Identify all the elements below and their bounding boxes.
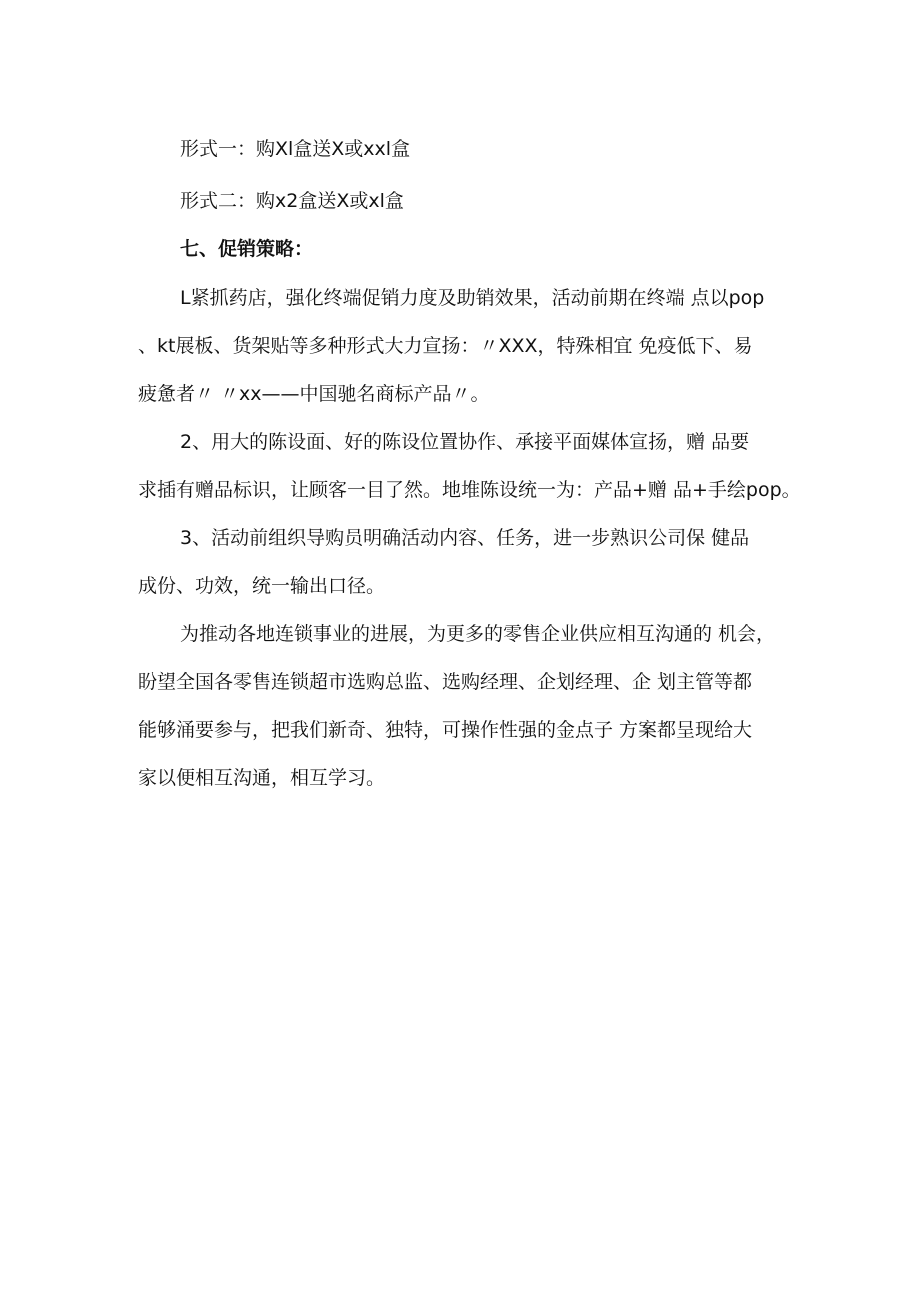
section-heading: 七、促销策略： xyxy=(180,238,314,260)
paragraph-line: 求插有赠品标识，让顾客一目了然。地堆陈设统一为：产品+赠 品+手绘pop。 xyxy=(138,479,801,501)
paragraph-4 xyxy=(138,617,786,795)
paragraph-line: 、kt展板、货架贴等多种形式大力宣扬：〃XXX，特殊相宜 免疫低下、易 xyxy=(138,335,753,357)
paragraph-3 xyxy=(138,521,786,603)
paragraph-line: 3、活动前组织导购员明确活动内容、任务，进一步熟识公司保 健品 xyxy=(180,527,750,549)
paragraph-line: 能够涌要参与，把我们新奇、独特，可操作性强的金点子 方案都呈现给大 xyxy=(138,719,753,741)
promo-form-1: 形式一：购Xl盒送X或xxl盒 xyxy=(180,138,411,160)
paragraph-line: 2、用大的陈设面、好的陈设位置协作、承接平面媒体宣扬，赠 品要 xyxy=(180,431,750,453)
paragraph-1 xyxy=(138,281,786,411)
document-body xyxy=(138,132,801,809)
paragraph-line: 疲惫者〃 〃xx——中国驰名商标产品〃。 xyxy=(138,383,490,405)
paragraph-line: 成份、功效，统一输出口径。 xyxy=(138,575,386,597)
promo-form-2: 形式二：购x2盒送X或xl盒 xyxy=(180,190,404,212)
paragraph-line: 盼望全国各零售连锁超市选购总监、选购经理、企划经理、企 划主管等都 xyxy=(138,671,753,693)
paragraph-line: 家以便相互沟通，相互学习。 xyxy=(138,767,386,789)
paragraph-line: L紧抓药店，强化终端促销力度及助销效果，活动前期在终端 点以pop xyxy=(180,287,765,309)
paragraph-2 xyxy=(138,425,801,507)
paragraph-line: 为推动各地连锁事业的进展，为更多的零售企业供应相互沟通的 机会， xyxy=(180,623,776,645)
